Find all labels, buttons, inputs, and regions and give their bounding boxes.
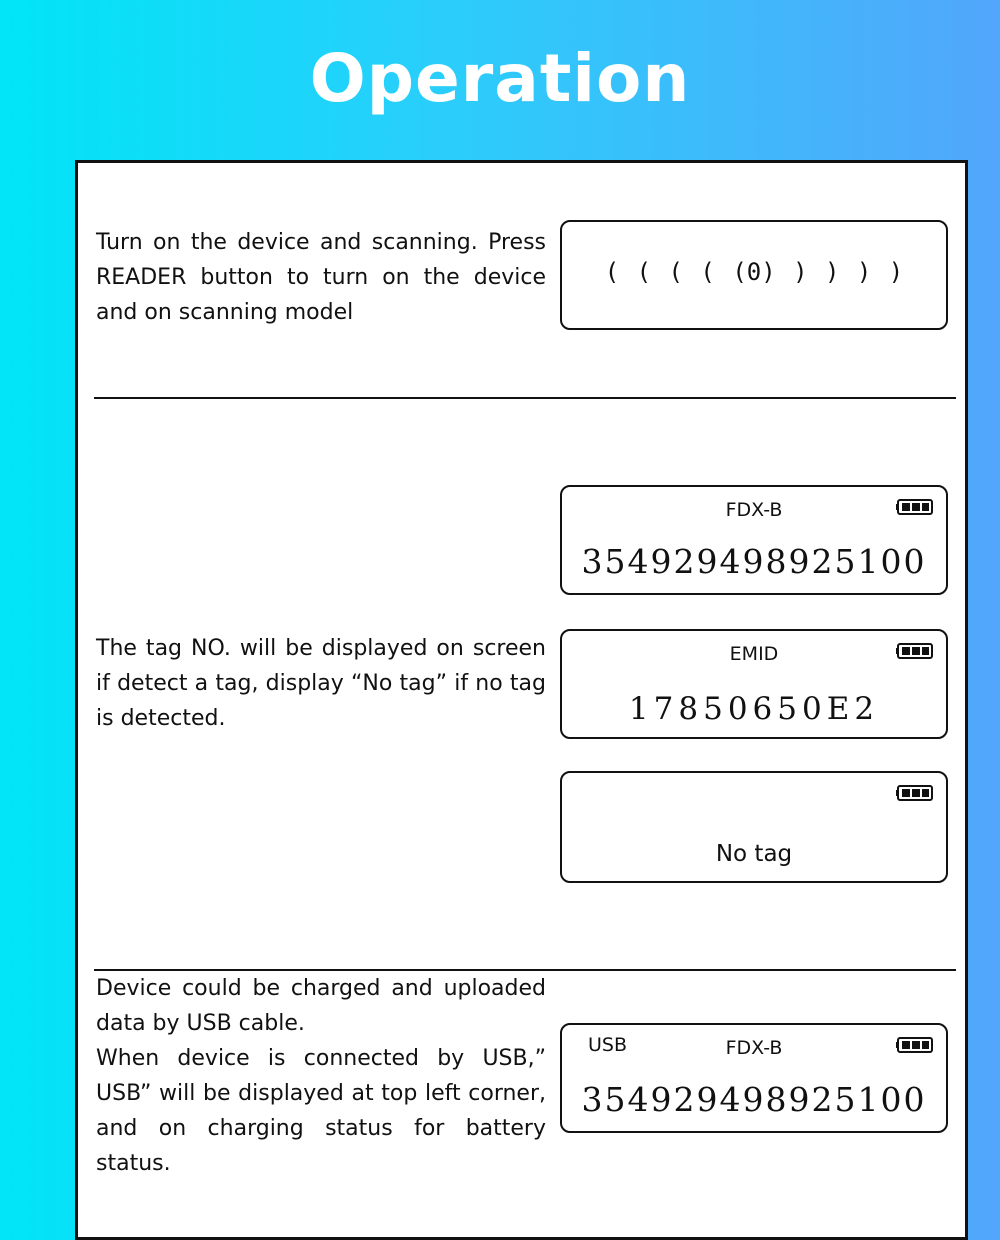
fdxb-display [560,485,948,595]
usb-instruction-text-1: Device could be charged and uploaded data by USB cable. [96,976,546,1036]
battery-icon [896,1037,934,1053]
emid-display [560,629,948,739]
usb-indicator: USB [588,1034,628,1056]
usb-display [560,1023,948,1133]
mode-label: FDX-B [725,1037,783,1059]
mode-label: FDX-B [725,499,783,521]
tag-number: 354929498925100 [581,1080,927,1119]
mode-label: EMID [729,643,779,665]
tag-number: 354929498925100 [581,542,927,581]
scanning-indicator: ( ( ( ( (0) ) ) ) ) [604,258,904,286]
usb-instruction-text-2: When device is connected by USB,” USB” will be displayed at top left corner, and on charging status for battery status. [96,1046,546,1176]
no-tag-message: No tag [715,841,793,867]
battery-icon [896,785,934,801]
scan-instruction-text: Turn on the device and scanning. Press READER button to turn on the device and on scanning model [96,230,546,325]
no-tag-display [560,771,948,883]
tag-number: 17850650E2 [628,691,880,727]
scan-display [560,220,948,330]
tag-instruction-text: The tag NO. will be displayed on screen if detect a tag, display “No tag” if no tag is detected. [96,636,546,731]
scan-instruction [96,225,546,330]
battery-icon [896,499,934,515]
section-divider [94,397,956,399]
tag-instruction [96,631,546,736]
instruction-sheet [75,160,968,1240]
usb-instruction [96,971,546,1181]
page-title: Operation [309,40,691,117]
battery-icon [896,643,934,659]
